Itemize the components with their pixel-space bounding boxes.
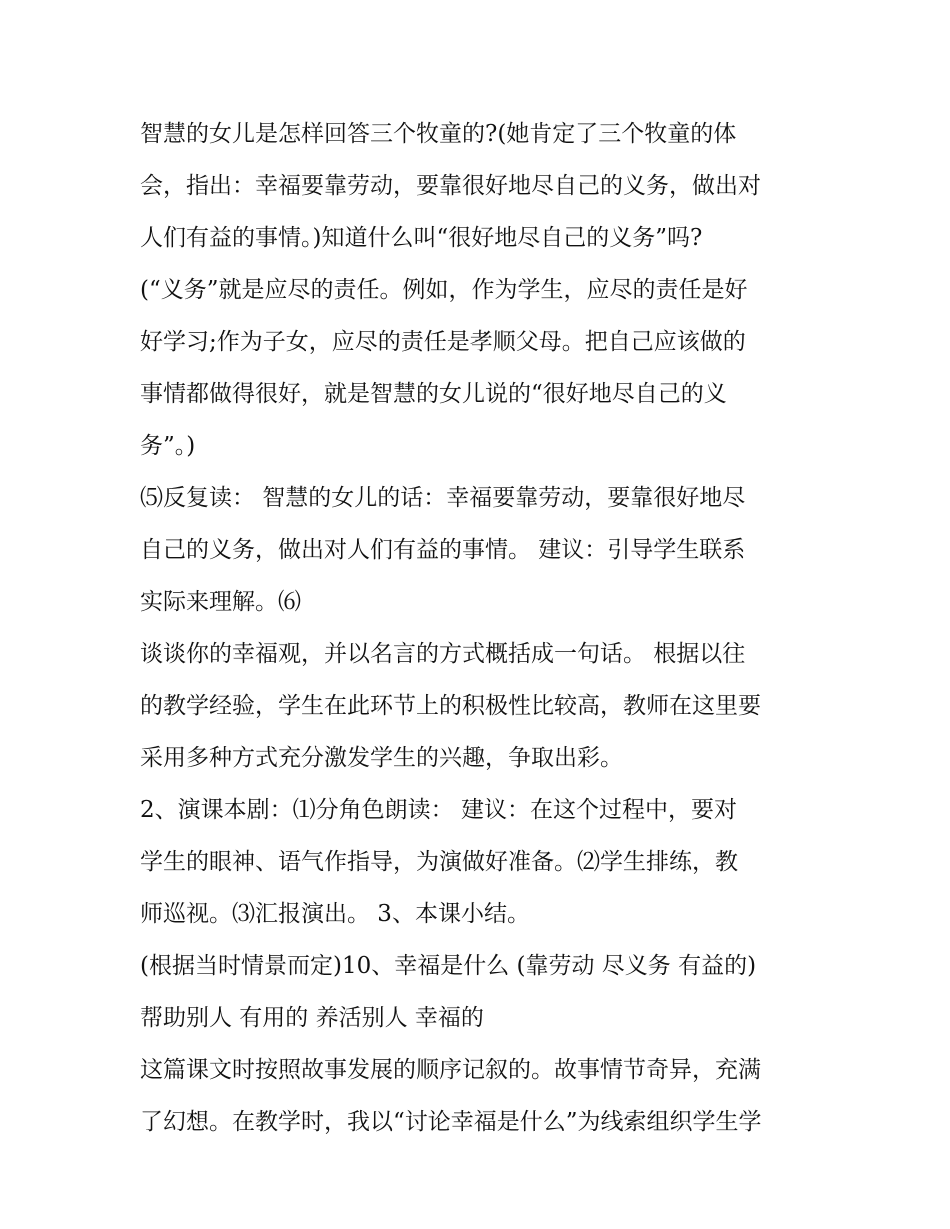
text-line: 2、演课本剧：⑴分角色朗读： 建议：在这个过程中，要对 xyxy=(140,797,737,823)
text-line: 师巡视。⑶汇报演出。 3、本课小结。 xyxy=(140,901,530,927)
text-line: 的教学经验，学生在此环节上的积极性比较高，教师在这里要 xyxy=(140,693,761,719)
text-line: 事情都做得很好，就是智慧的女儿说的“很好地尽自己的义 xyxy=(140,381,727,407)
text-line: ⑸反复读： 智慧的女儿的话：幸福要靠劳动，要靠很好地尽 xyxy=(140,485,746,511)
text-line: (“义务”就是应尽的责任。例如，作为学生，应尽的责任是好 xyxy=(140,277,748,303)
text-line: 了幻想。在教学时，我以“讨论幸福是什么”为线索组织学生学 xyxy=(140,1109,762,1135)
text-line: 自己的义务，做出对人们有益的事情。 建议：引导学生联系 xyxy=(140,537,746,563)
text-line: 人们有益的事情。)知道什么叫“很好地尽自己的义务”吗? xyxy=(140,225,703,251)
text-line: 实际来理解。⑹ xyxy=(140,589,301,615)
text-line: 好学习;作为子女，应尽的责任是孝顺父母。把自己应该做的 xyxy=(140,329,746,355)
text-line: 学生的眼神、语气作指导，为演做好准备。⑵学生排练，教 xyxy=(140,849,738,875)
text-line: 会，指出：幸福要靠劳动，要靠很好地尽自己的义务，做出对 xyxy=(140,173,761,199)
text-line: 务”。) xyxy=(140,433,196,459)
text-line: 这篇课文时按照故事发展的顺序记叙的。故事情节奇异，充满 xyxy=(140,1057,761,1083)
text-line: 智慧的女儿是怎样回答三个牧童的?(她肯定了三个牧童的体 xyxy=(140,121,737,147)
body-text xyxy=(140,108,820,1148)
text-line: 采用多种方式充分激发学生的兴趣，争取出彩。 xyxy=(140,745,623,771)
text-line: (根据当时情景而定)10、幸福是什么 (靠劳动 尽义务 有益的) xyxy=(140,953,757,979)
text-line: 帮助别人 有用的 养活别人 幸福的 xyxy=(140,1005,484,1031)
text-line: 谈谈你的幸福观，并以名言的方式概括成一句话。 根据以往 xyxy=(140,641,746,667)
